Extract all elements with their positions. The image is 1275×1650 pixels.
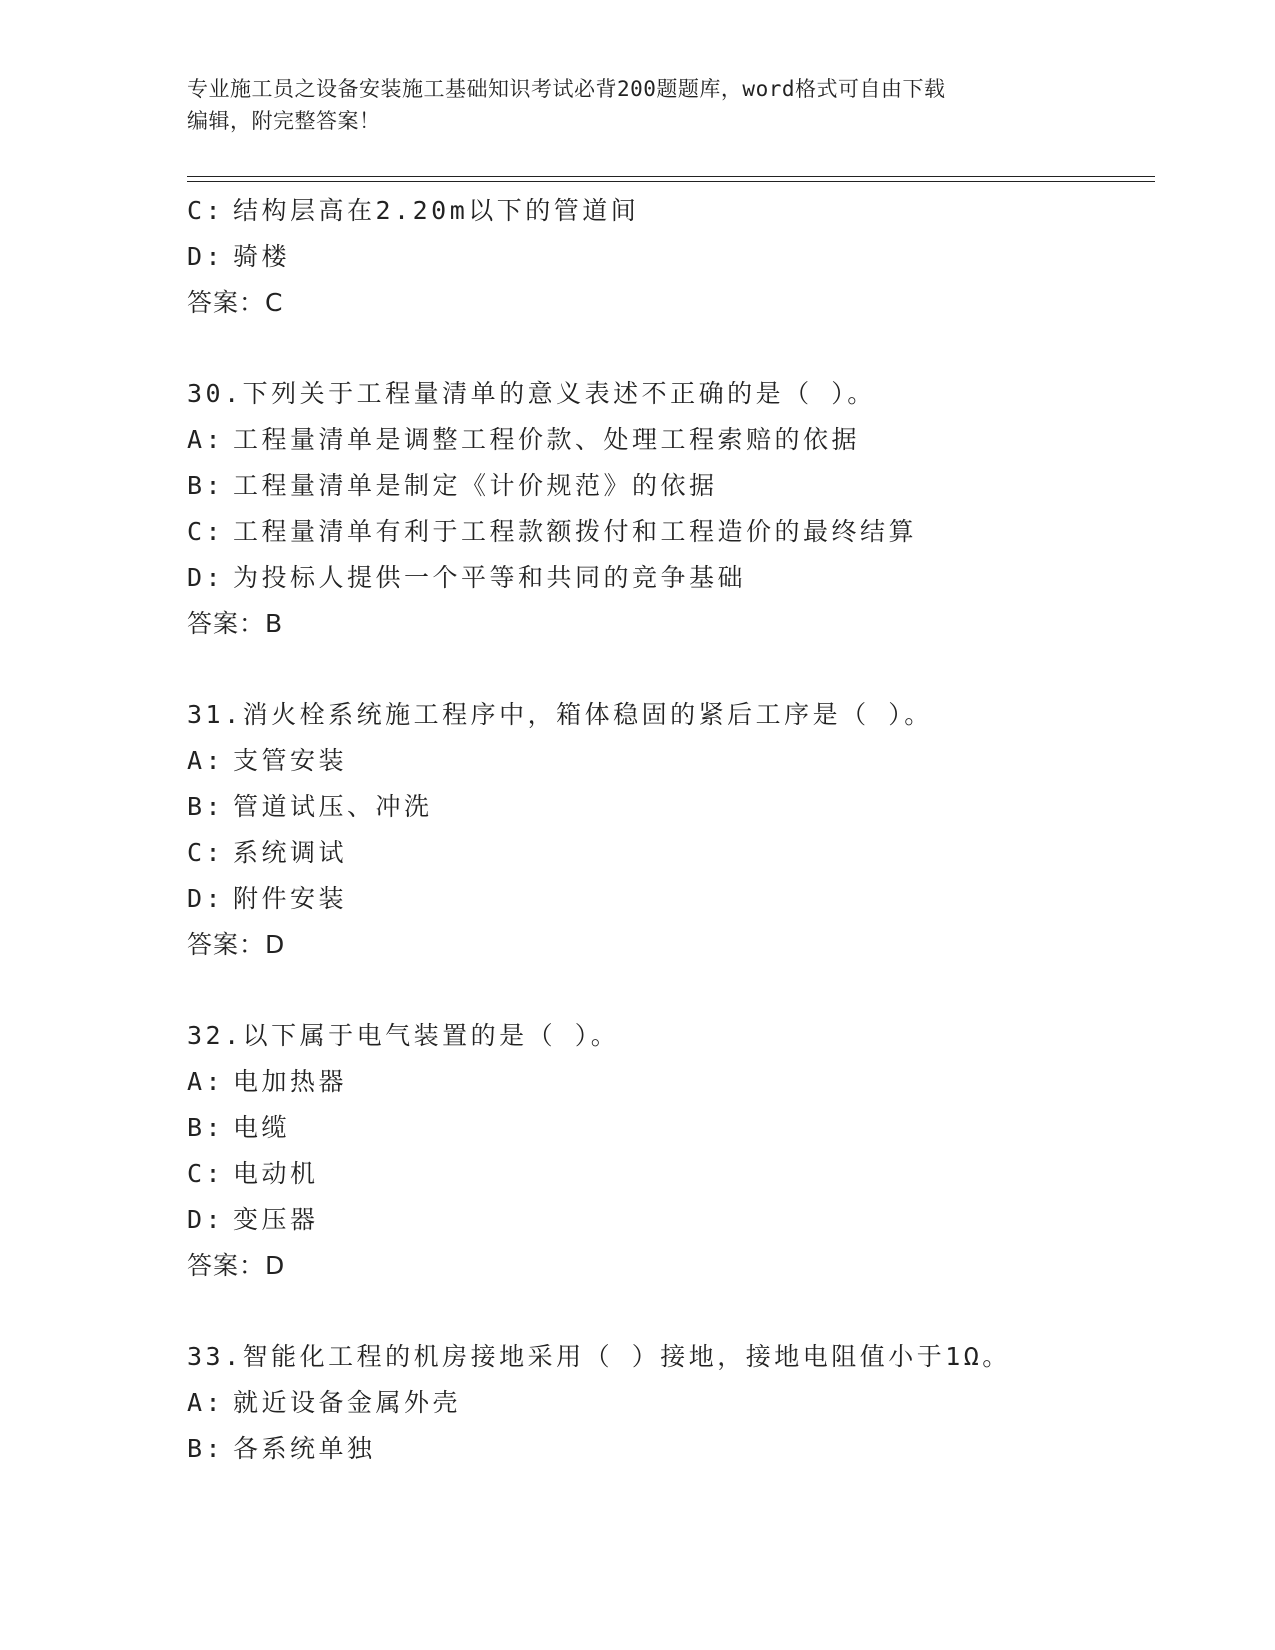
option-text: 结构层高在2.20m以下的管道间 bbox=[233, 196, 640, 225]
option-text: 工程量清单是制定《计价规范》的依据 bbox=[233, 471, 718, 500]
option-text: 系统调试 bbox=[233, 838, 348, 867]
option-text: 电缆 bbox=[233, 1113, 291, 1142]
option-key: B: bbox=[187, 1434, 225, 1463]
option-key: B: bbox=[187, 471, 225, 500]
option-d bbox=[187, 876, 1155, 922]
spacer bbox=[187, 326, 1155, 371]
header-divider-bottom bbox=[187, 181, 1155, 182]
option-text: 电动机 bbox=[233, 1159, 319, 1188]
option-text: 就近设备金属外壳 bbox=[233, 1388, 462, 1417]
document-header bbox=[187, 73, 1087, 137]
question-stem: 33.智能化工程的机房接地采用（ ）接地，接地电阻值小于1Ω。 bbox=[187, 1342, 1011, 1371]
option-text: 为投标人提供一个平等和共同的竞争基础 bbox=[233, 563, 747, 592]
question-33 bbox=[187, 1334, 1155, 1472]
question-30 bbox=[187, 371, 1155, 647]
option-b bbox=[187, 1426, 1155, 1472]
option-c bbox=[187, 188, 1155, 234]
option-key: A: bbox=[187, 1067, 225, 1096]
option-text: 变压器 bbox=[233, 1205, 319, 1234]
option-text: 管道试压、冲洗 bbox=[233, 792, 433, 821]
option-d bbox=[187, 234, 1155, 280]
header-title-line-1: 专业施工员之设备安装施工基础知识考试必背200题题库，word格式可自由下载 bbox=[187, 77, 946, 101]
question-31 bbox=[187, 692, 1155, 968]
option-d bbox=[187, 1197, 1155, 1243]
spacer bbox=[187, 968, 1155, 1013]
option-c bbox=[187, 830, 1155, 876]
option-key: C: bbox=[187, 196, 225, 225]
option-text: 工程量清单有利于工程款额拨付和工程造价的最终结算 bbox=[233, 517, 918, 546]
option-key: A: bbox=[187, 746, 225, 775]
answer-line: 答案：C bbox=[187, 288, 284, 317]
question-stem: 32.以下属于电气装置的是（ ）。 bbox=[187, 1021, 620, 1050]
option-a bbox=[187, 1380, 1155, 1426]
option-b bbox=[187, 1105, 1155, 1151]
option-c bbox=[187, 509, 1155, 555]
option-text: 附件安装 bbox=[233, 884, 348, 913]
spacer bbox=[187, 647, 1155, 692]
option-b bbox=[187, 784, 1155, 830]
option-a bbox=[187, 1059, 1155, 1105]
answer-line: 答案：D bbox=[187, 1251, 286, 1280]
option-key: A: bbox=[187, 1388, 225, 1417]
question-29-continuation bbox=[187, 188, 1155, 326]
question-stem: 31.消火栓系统施工程序中，箱体稳固的紧后工序是（ ）。 bbox=[187, 700, 933, 729]
option-text: 骑楼 bbox=[233, 242, 291, 271]
question-stem: 30.下列关于工程量清单的意义表述不正确的是（ ）。 bbox=[187, 379, 876, 408]
option-key: B: bbox=[187, 792, 225, 821]
option-key: C: bbox=[187, 517, 225, 546]
header-divider-top bbox=[187, 176, 1155, 177]
option-d bbox=[187, 555, 1155, 601]
option-key: D: bbox=[187, 1205, 225, 1234]
option-a bbox=[187, 738, 1155, 784]
question-list bbox=[187, 188, 1155, 1472]
option-text: 各系统单独 bbox=[233, 1434, 376, 1463]
option-c bbox=[187, 1151, 1155, 1197]
option-key: C: bbox=[187, 838, 225, 867]
option-key: B: bbox=[187, 1113, 225, 1142]
option-key: D: bbox=[187, 563, 225, 592]
answer-line: 答案：B bbox=[187, 609, 284, 638]
option-text: 电加热器 bbox=[233, 1067, 348, 1096]
option-key: D: bbox=[187, 884, 225, 913]
option-text: 支管安装 bbox=[233, 746, 348, 775]
option-key: D: bbox=[187, 242, 225, 271]
option-key: C: bbox=[187, 1159, 225, 1188]
header-title-line-2: 编辑，附完整答案！ bbox=[187, 109, 381, 133]
answer-line: 答案：D bbox=[187, 930, 286, 959]
option-a bbox=[187, 417, 1155, 463]
option-key: A: bbox=[187, 425, 225, 454]
spacer bbox=[187, 1289, 1155, 1334]
question-32 bbox=[187, 1013, 1155, 1289]
option-b bbox=[187, 463, 1155, 509]
option-text: 工程量清单是调整工程价款、处理工程索赔的依据 bbox=[233, 425, 861, 454]
